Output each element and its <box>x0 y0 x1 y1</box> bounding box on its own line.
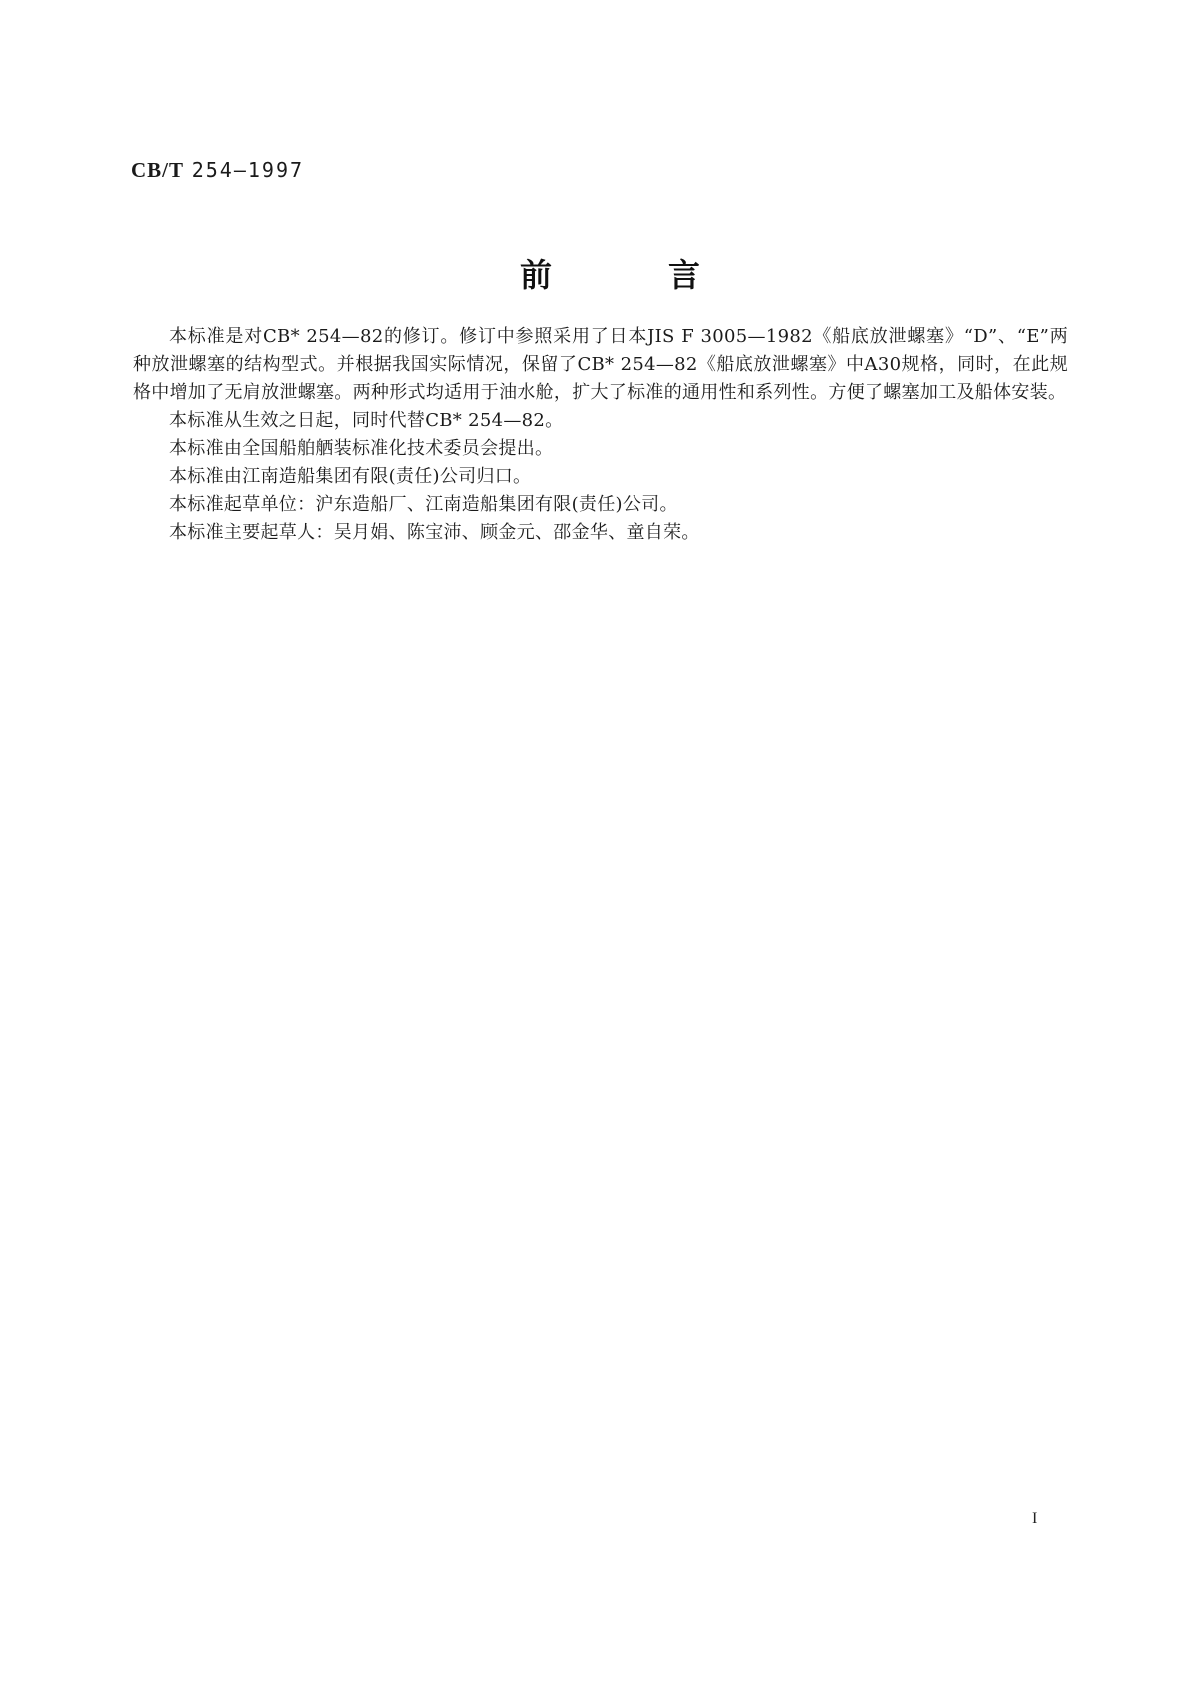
paragraph-centralized-by: 本标准由江南造船集团有限(责任)公司归口。 <box>169 466 532 487</box>
paragraph-proposed-by: 本标准由全国船舶舾装标准化技术委员会提出。 <box>169 438 554 459</box>
paragraph-revision-note: 本标准是对CB* 254—82的修订。修订中参照采用了日本JIS F 3005—1982《船底放泄螺塞》“D”、“E”两种放泄螺塞的结构型式。并根据我国实际情况，保留了CB* 254—82《船底放泄螺塞》中A30规格，同时，在此规格中增加了无肩放泄螺塞。两种形式均适用于油水舱，扩大了标准的通用性和系列性。方便了螺塞加工及船体安装。 <box>133 326 1068 403</box>
standard-code-prefix: CB/T <box>131 158 185 182</box>
paragraph-drafters: 本标准主要起草人：吴月娟、陈宝沛、顾金元、邵金华、童自荣。 <box>169 522 700 543</box>
page-number: I <box>1032 1510 1038 1527</box>
page-title-char-1: 前 <box>520 256 553 294</box>
page-title <box>520 250 700 296</box>
page-title-char-2: 言 <box>667 256 700 294</box>
standard-code <box>131 158 304 183</box>
paragraph-drafting-units: 本标准起草单位：沪东造船厂、江南造船集团有限(责任)公司。 <box>169 494 678 515</box>
foreword-body <box>133 323 1068 547</box>
paragraph-effective-date: 本标准从生效之日起，同时代替CB* 254—82。 <box>169 410 564 431</box>
standard-code-number: 254—1997 <box>191 158 305 182</box>
